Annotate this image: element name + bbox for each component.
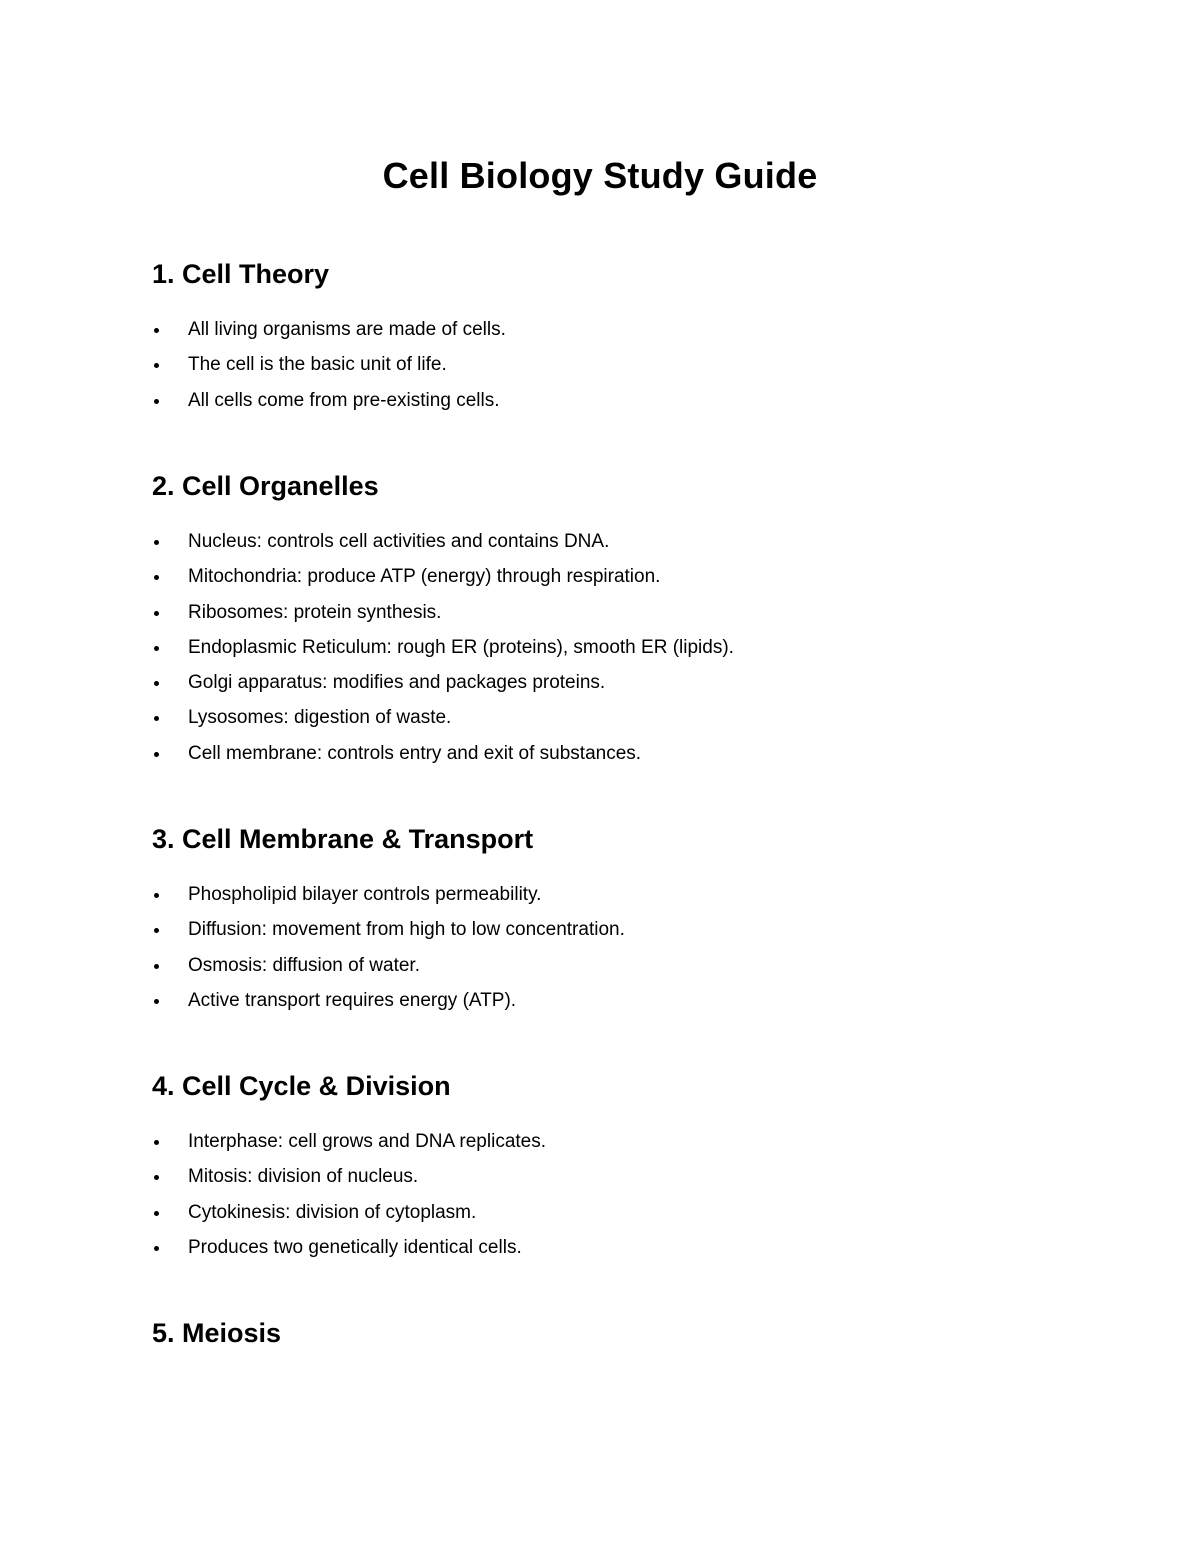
section-cell-theory [152,257,1052,425]
list-item-text: Phospholipid bilayer controls permeability. [188,884,542,905]
list-item [152,637,1052,672]
list-item-text: All cells come from pre-existing cells. [188,389,500,411]
list-item-text: Mitochondria: produce ATP (energy) through respiration. [188,566,661,588]
list-item [152,990,1052,1025]
document-title: Cell Biology Study Guide [382,155,818,196]
bullet-dot-icon [154,399,159,404]
bullet-dot-icon [154,1140,159,1145]
section-cell-organelles [152,469,1052,778]
list-item [152,1131,1052,1166]
bullet-dot-icon [154,540,159,545]
bullet-dot-icon [154,716,159,721]
list-item [152,1166,1052,1201]
list-item-text: Active transport requires energy (ATP). [188,989,517,1011]
list-item [152,602,1052,637]
list-item-text: Mitosis: division of nucleus. [188,1166,419,1188]
list-item-text: Lysosomes: digestion of waste. [188,707,452,729]
list-item-text: Interphase: cell grows and DNA replicates. [188,1131,547,1152]
bullet-dot-icon [154,363,159,368]
bullet-dot-icon [154,999,159,1004]
bullet-dot-icon [154,611,159,616]
list-item-text: All living organisms are made of cells. [188,319,506,340]
bullet-list [152,1131,1052,1272]
list-item [152,1237,1052,1272]
list-item [152,884,1052,919]
bullet-dot-icon [154,964,159,969]
section-heading: 2. Cell Organelles [152,471,379,501]
bullet-dot-icon [154,1211,159,1216]
bullet-dot-icon [154,681,159,686]
list-item [152,955,1052,990]
section-heading: 1. Cell Theory [152,259,330,289]
section-heading: 5. Meiosis [152,1318,282,1348]
list-item [152,672,1052,707]
list-item [152,566,1052,601]
list-item [152,390,1052,425]
list-item [152,319,1052,354]
list-item-text: The cell is the basic unit of life. [188,354,447,376]
bullet-dot-icon [154,928,159,933]
bullet-dot-icon [154,893,159,898]
list-item-text: Osmosis: diffusion of water. [188,954,420,976]
list-item-text: Nucleus: controls cell activities and contains DNA. [188,531,610,552]
list-item [152,919,1052,954]
list-item [152,1202,1052,1237]
bullet-dot-icon [154,575,159,580]
section-meiosis [152,1316,1052,1350]
list-item [152,743,1052,778]
list-item [152,707,1052,742]
bullet-dot-icon [154,1175,159,1180]
list-item [152,354,1052,389]
list-item [152,531,1052,566]
bullet-dot-icon [154,752,159,757]
list-item-text: Produces two genetically identical cells. [188,1236,522,1258]
section-heading: 3. Cell Membrane & Transport [152,824,534,854]
bullet-list [152,884,1052,1025]
list-item-text: Cytokinesis: division of cytoplasm. [188,1201,477,1223]
list-item-text: Golgi apparatus: modifies and packages proteins. [188,672,606,694]
section-heading: 4. Cell Cycle & Division [152,1071,451,1101]
bullet-dot-icon [154,646,159,651]
bullet-list [152,319,1052,425]
section-membrane-transport [152,822,1052,1025]
list-item-text: Endoplasmic Reticulum: rough ER (proteins), smooth ER (lipids). [188,636,734,658]
bullet-list [152,531,1052,778]
section-cell-cycle [152,1069,1052,1272]
bullet-dot-icon [154,328,159,333]
list-item-text: Ribosomes: protein synthesis. [188,601,442,623]
bullet-dot-icon [154,1246,159,1251]
list-item-text: Cell membrane: controls entry and exit of substances. [188,742,642,764]
list-item-text: Diffusion: movement from high to low concentration. [188,919,625,941]
